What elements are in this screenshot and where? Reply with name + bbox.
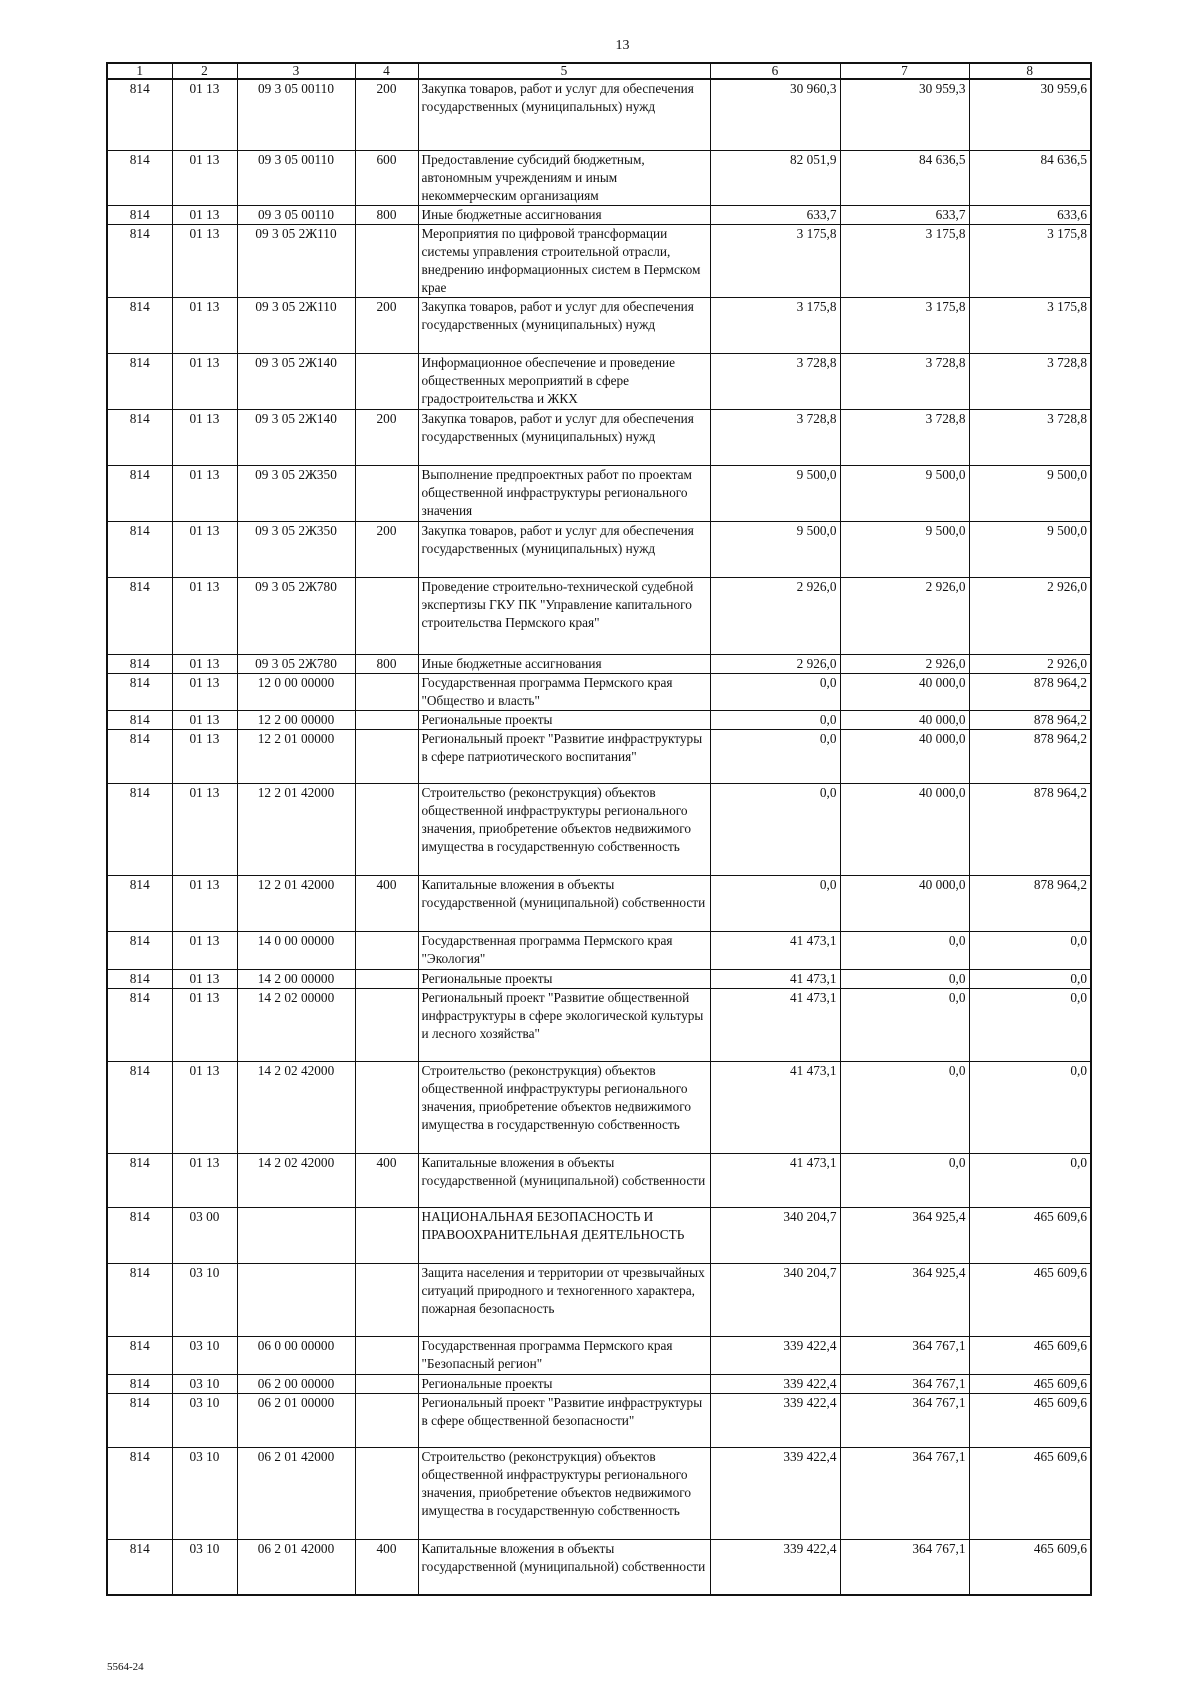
cell-description: Региональные проекты: [418, 969, 710, 988]
column-header: 6: [710, 63, 840, 79]
cell-target-article: 09 3 05 00110: [237, 150, 355, 205]
cell-amount-year-2: 633,7: [840, 205, 969, 224]
cell-amount-year-2: 40 000,0: [840, 729, 969, 783]
cell-section-code: 01 13: [172, 783, 237, 875]
cell-amount-year-2: 0,0: [840, 969, 969, 988]
cell-expense-type: [355, 465, 418, 521]
cell-expense-type: 400: [355, 1539, 418, 1595]
cell-expense-type: [355, 969, 418, 988]
cell-target-article: 14 2 02 42000: [237, 1061, 355, 1153]
cell-section-code: 01 13: [172, 875, 237, 931]
cell-amount-year-2: 364 925,4: [840, 1263, 969, 1336]
cell-target-article: 14 0 00 00000: [237, 931, 355, 969]
table-row: [107, 1153, 1091, 1207]
cell-amount-year-1: 3 175,8: [710, 297, 840, 353]
cell-section-code: 01 13: [172, 521, 237, 577]
cell-amount-year-3: 465 609,6: [969, 1539, 1091, 1595]
cell-amount-year-1: 3 728,8: [710, 353, 840, 409]
cell-admin-code: 814: [107, 1336, 172, 1374]
cell-target-article: 09 3 05 2Ж350: [237, 521, 355, 577]
table-row: [107, 654, 1091, 673]
cell-amount-year-2: 2 926,0: [840, 577, 969, 654]
cell-amount-year-3: 3 175,8: [969, 224, 1091, 297]
cell-admin-code: 814: [107, 1207, 172, 1263]
cell-section-code: 01 13: [172, 353, 237, 409]
cell-amount-year-3: 0,0: [969, 969, 1091, 988]
cell-expense-type: 200: [355, 409, 418, 465]
table-row: [107, 150, 1091, 205]
table-row: [107, 79, 1091, 150]
table-row: [107, 521, 1091, 577]
cell-admin-code: 814: [107, 710, 172, 729]
cell-amount-year-3: 30 959,6: [969, 79, 1091, 150]
cell-expense-type: 400: [355, 1153, 418, 1207]
table-row: [107, 205, 1091, 224]
cell-description: Защита населения и территории от чрезвычайных ситуаций природного и техногенного характера, пожарная безопасность: [418, 1263, 710, 1336]
cell-expense-type: [355, 1393, 418, 1447]
cell-amount-year-2: 40 000,0: [840, 710, 969, 729]
table-row: [107, 1539, 1091, 1595]
cell-admin-code: 814: [107, 224, 172, 297]
cell-admin-code: 814: [107, 521, 172, 577]
cell-description: Строительство (реконструкция) объектов общественной инфраструктуры регионального значения, приобретение объектов недвижимого имущества в государственную собственность: [418, 1447, 710, 1539]
cell-description: Закупка товаров, работ и услуг для обеспечения государственных (муниципальных) нужд: [418, 297, 710, 353]
table-header: [107, 63, 1091, 79]
cell-amount-year-1: 340 204,7: [710, 1263, 840, 1336]
cell-amount-year-2: 40 000,0: [840, 875, 969, 931]
cell-amount-year-2: 30 959,3: [840, 79, 969, 150]
cell-amount-year-2: 364 767,1: [840, 1374, 969, 1393]
cell-target-article: 09 3 05 00110: [237, 205, 355, 224]
cell-section-code: 01 13: [172, 673, 237, 710]
cell-amount-year-3: 0,0: [969, 931, 1091, 969]
cell-section-code: 01 13: [172, 729, 237, 783]
cell-section-code: 01 13: [172, 988, 237, 1061]
cell-expense-type: [355, 710, 418, 729]
cell-target-article: 14 2 02 42000: [237, 1153, 355, 1207]
column-header: 8: [969, 63, 1091, 79]
cell-expense-type: [355, 1061, 418, 1153]
cell-admin-code: 814: [107, 673, 172, 710]
table-row: [107, 1447, 1091, 1539]
cell-amount-year-3: 878 964,2: [969, 783, 1091, 875]
cell-admin-code: 814: [107, 1153, 172, 1207]
cell-target-article: 06 2 01 00000: [237, 1393, 355, 1447]
cell-description: Капитальные вложения в объекты государственной (муниципальной) собственности: [418, 1539, 710, 1595]
cell-section-code: 03 10: [172, 1374, 237, 1393]
cell-admin-code: 814: [107, 297, 172, 353]
cell-admin-code: 814: [107, 729, 172, 783]
cell-amount-year-3: 878 964,2: [969, 875, 1091, 931]
cell-section-code: 01 13: [172, 1153, 237, 1207]
cell-amount-year-3: 465 609,6: [969, 1263, 1091, 1336]
cell-amount-year-2: 364 767,1: [840, 1393, 969, 1447]
cell-expense-type: [355, 1374, 418, 1393]
budget-table: [106, 62, 1092, 1596]
cell-target-article: 09 3 05 2Ж110: [237, 297, 355, 353]
cell-description: Государственная программа Пермского края "Общество и власть": [418, 673, 710, 710]
cell-amount-year-2: 364 767,1: [840, 1336, 969, 1374]
table-row: [107, 931, 1091, 969]
cell-admin-code: 814: [107, 783, 172, 875]
cell-amount-year-1: 0,0: [710, 783, 840, 875]
table-row: [107, 783, 1091, 875]
cell-expense-type: [355, 783, 418, 875]
cell-amount-year-2: 2 926,0: [840, 654, 969, 673]
cell-target-article: 09 3 05 2Ж780: [237, 577, 355, 654]
cell-amount-year-2: 3 175,8: [840, 297, 969, 353]
cell-expense-type: [355, 224, 418, 297]
cell-section-code: 03 10: [172, 1393, 237, 1447]
cell-section-code: 01 13: [172, 969, 237, 988]
cell-expense-type: 400: [355, 875, 418, 931]
cell-amount-year-3: 9 500,0: [969, 521, 1091, 577]
table-row: [107, 409, 1091, 465]
cell-expense-type: [355, 673, 418, 710]
cell-admin-code: 814: [107, 353, 172, 409]
cell-amount-year-3: 878 964,2: [969, 729, 1091, 783]
cell-amount-year-2: 364 925,4: [840, 1207, 969, 1263]
cell-amount-year-1: 633,7: [710, 205, 840, 224]
cell-target-article: 09 3 05 2Ж140: [237, 353, 355, 409]
table-row: [107, 1207, 1091, 1263]
cell-target-article: 12 0 00 00000: [237, 673, 355, 710]
cell-amount-year-3: 84 636,5: [969, 150, 1091, 205]
cell-admin-code: 814: [107, 205, 172, 224]
cell-section-code: 01 13: [172, 409, 237, 465]
cell-admin-code: 814: [107, 654, 172, 673]
cell-description: Строительство (реконструкция) объектов общественной инфраструктуры регионального значения, приобретение объектов недвижимого имущества в государственную собственность: [418, 1061, 710, 1153]
cell-section-code: 01 13: [172, 931, 237, 969]
cell-amount-year-1: 339 422,4: [710, 1447, 840, 1539]
table-row: [107, 875, 1091, 931]
cell-amount-year-3: 465 609,6: [969, 1207, 1091, 1263]
header-row: [107, 63, 1091, 79]
column-header: 4: [355, 63, 418, 79]
cell-expense-type: [355, 1263, 418, 1336]
table-row: [107, 729, 1091, 783]
cell-amount-year-2: 3 728,8: [840, 409, 969, 465]
cell-amount-year-1: 9 500,0: [710, 521, 840, 577]
page-number: 13: [615, 38, 630, 53]
cell-amount-year-1: 9 500,0: [710, 465, 840, 521]
cell-description: Предоставление субсидий бюджетным, автономным учреждениям и иным некоммерческим организациям: [418, 150, 710, 205]
cell-amount-year-1: 339 422,4: [710, 1393, 840, 1447]
cell-amount-year-2: 9 500,0: [840, 465, 969, 521]
cell-amount-year-2: 364 767,1: [840, 1447, 969, 1539]
cell-amount-year-2: 40 000,0: [840, 783, 969, 875]
table-row: [107, 673, 1091, 710]
cell-amount-year-2: 84 636,5: [840, 150, 969, 205]
cell-expense-type: 600: [355, 150, 418, 205]
table-body: [107, 79, 1091, 1595]
cell-amount-year-1: 41 473,1: [710, 1061, 840, 1153]
table-row: [107, 1393, 1091, 1447]
cell-description: Закупка товаров, работ и услуг для обеспечения государственных (муниципальных) нужд: [418, 79, 710, 150]
cell-section-code: 01 13: [172, 150, 237, 205]
cell-target-article: 06 0 00 00000: [237, 1336, 355, 1374]
cell-description: Капитальные вложения в объекты государственной (муниципальной) собственности: [418, 875, 710, 931]
cell-target-article: 12 2 00 00000: [237, 710, 355, 729]
cell-amount-year-3: 0,0: [969, 1153, 1091, 1207]
cell-amount-year-2: 3 175,8: [840, 224, 969, 297]
cell-expense-type: 800: [355, 654, 418, 673]
cell-target-article: [237, 1207, 355, 1263]
cell-amount-year-1: 82 051,9: [710, 150, 840, 205]
cell-description: Закупка товаров, работ и услуг для обеспечения государственных (муниципальных) нужд: [418, 521, 710, 577]
cell-section-code: 01 13: [172, 1061, 237, 1153]
cell-expense-type: [355, 1207, 418, 1263]
table-row: [107, 710, 1091, 729]
table-row: [107, 969, 1091, 988]
cell-admin-code: 814: [107, 1447, 172, 1539]
cell-amount-year-1: 0,0: [710, 673, 840, 710]
cell-admin-code: 814: [107, 409, 172, 465]
cell-amount-year-1: 0,0: [710, 710, 840, 729]
column-header: 3: [237, 63, 355, 79]
cell-amount-year-3: 465 609,6: [969, 1336, 1091, 1374]
cell-expense-type: 200: [355, 297, 418, 353]
cell-admin-code: 814: [107, 577, 172, 654]
cell-section-code: 01 13: [172, 224, 237, 297]
cell-section-code: 03 00: [172, 1207, 237, 1263]
cell-amount-year-1: 2 926,0: [710, 654, 840, 673]
column-header: 5: [418, 63, 710, 79]
cell-target-article: 09 3 05 2Ж110: [237, 224, 355, 297]
cell-expense-type: [355, 577, 418, 654]
cell-expense-type: [355, 729, 418, 783]
cell-amount-year-1: 3 175,8: [710, 224, 840, 297]
cell-section-code: 01 13: [172, 654, 237, 673]
cell-description: Региональный проект "Развитие общественной инфраструктуры в сфере экологической культуры и лесного хозяйства": [418, 988, 710, 1061]
cell-target-article: [237, 1263, 355, 1336]
cell-description: Информационное обеспечение и проведение общественных мероприятий в сфере градостроительства и ЖКХ: [418, 353, 710, 409]
cell-description: Иные бюджетные ассигнования: [418, 205, 710, 224]
cell-amount-year-3: 3 175,8: [969, 297, 1091, 353]
cell-amount-year-1: 41 473,1: [710, 1153, 840, 1207]
cell-description: Государственная программа Пермского края "Экология": [418, 931, 710, 969]
table-row: [107, 297, 1091, 353]
cell-description: НАЦИОНАЛЬНАЯ БЕЗОПАСНОСТЬ И ПРАВООХРАНИТЕЛЬНАЯ ДЕЯТЕЛЬНОСТЬ: [418, 1207, 710, 1263]
cell-amount-year-3: 0,0: [969, 988, 1091, 1061]
cell-amount-year-2: 40 000,0: [840, 673, 969, 710]
cell-description: Региональный проект "Развитие инфраструктуры в сфере патриотического воспитания": [418, 729, 710, 783]
cell-description: Строительство (реконструкция) объектов общественной инфраструктуры регионального значения, приобретение объектов недвижимого имущества в государственную собственность: [418, 783, 710, 875]
table-row: [107, 353, 1091, 409]
cell-amount-year-2: 0,0: [840, 1153, 969, 1207]
cell-amount-year-1: 41 473,1: [710, 969, 840, 988]
cell-amount-year-3: 465 609,6: [969, 1393, 1091, 1447]
cell-section-code: 01 13: [172, 297, 237, 353]
cell-amount-year-2: 0,0: [840, 1061, 969, 1153]
table-row: [107, 1061, 1091, 1153]
cell-amount-year-2: 364 767,1: [840, 1539, 969, 1595]
cell-expense-type: [355, 931, 418, 969]
table-row: [107, 465, 1091, 521]
cell-amount-year-3: 9 500,0: [969, 465, 1091, 521]
cell-amount-year-3: 2 926,0: [969, 654, 1091, 673]
cell-amount-year-1: 3 728,8: [710, 409, 840, 465]
cell-admin-code: 814: [107, 1061, 172, 1153]
cell-amount-year-3: 465 609,6: [969, 1374, 1091, 1393]
cell-expense-type: [355, 1447, 418, 1539]
cell-amount-year-1: 0,0: [710, 729, 840, 783]
cell-description: Мероприятия по цифровой трансформации системы управления строительной отрасли, внедрению информационных систем в Пермском крае: [418, 224, 710, 297]
table-row: [107, 1263, 1091, 1336]
cell-description: Иные бюджетные ассигнования: [418, 654, 710, 673]
cell-amount-year-2: 3 728,8: [840, 353, 969, 409]
cell-admin-code: 814: [107, 150, 172, 205]
cell-target-article: 06 2 01 42000: [237, 1447, 355, 1539]
cell-amount-year-3: 633,6: [969, 205, 1091, 224]
cell-target-article: 14 2 02 00000: [237, 988, 355, 1061]
cell-amount-year-1: 2 926,0: [710, 577, 840, 654]
cell-expense-type: 800: [355, 205, 418, 224]
cell-admin-code: 814: [107, 969, 172, 988]
table-row: [107, 1374, 1091, 1393]
cell-expense-type: [355, 1336, 418, 1374]
cell-section-code: 03 10: [172, 1539, 237, 1595]
cell-admin-code: 814: [107, 988, 172, 1061]
cell-target-article: 09 3 05 2Ж350: [237, 465, 355, 521]
cell-amount-year-1: 339 422,4: [710, 1374, 840, 1393]
cell-admin-code: 814: [107, 1374, 172, 1393]
table-row: [107, 224, 1091, 297]
cell-description: Государственная программа Пермского края "Безопасный регион": [418, 1336, 710, 1374]
cell-expense-type: [355, 988, 418, 1061]
cell-target-article: 12 2 01 42000: [237, 875, 355, 931]
cell-target-article: 06 2 00 00000: [237, 1374, 355, 1393]
cell-section-code: 01 13: [172, 465, 237, 521]
cell-admin-code: 814: [107, 875, 172, 931]
cell-admin-code: 814: [107, 79, 172, 150]
cell-target-article: 14 2 00 00000: [237, 969, 355, 988]
cell-amount-year-2: 0,0: [840, 988, 969, 1061]
cell-admin-code: 814: [107, 1393, 172, 1447]
cell-amount-year-3: 3 728,8: [969, 353, 1091, 409]
cell-section-code: 03 10: [172, 1263, 237, 1336]
cell-expense-type: 200: [355, 79, 418, 150]
cell-section-code: 03 10: [172, 1336, 237, 1374]
cell-description: Выполнение предпроектных работ по проектам общественной инфраструктуры регионального значения: [418, 465, 710, 521]
column-header: 7: [840, 63, 969, 79]
cell-amount-year-2: 0,0: [840, 931, 969, 969]
table-row: [107, 577, 1091, 654]
cell-amount-year-1: 0,0: [710, 875, 840, 931]
cell-section-code: 01 13: [172, 205, 237, 224]
cell-description: Проведение строительно-технической судебной экспертизы ГКУ ПК "Управление капитального строительства Пермского края": [418, 577, 710, 654]
column-header: 2: [172, 63, 237, 79]
cell-description: Капитальные вложения в объекты государственной (муниципальной) собственности: [418, 1153, 710, 1207]
table-row: [107, 1336, 1091, 1374]
cell-amount-year-1: 41 473,1: [710, 988, 840, 1061]
cell-description: Региональный проект "Развитие инфраструктуры в сфере общественной безопасности": [418, 1393, 710, 1447]
cell-amount-year-3: 465 609,6: [969, 1447, 1091, 1539]
cell-admin-code: 814: [107, 931, 172, 969]
cell-amount-year-2: 9 500,0: [840, 521, 969, 577]
cell-admin-code: 814: [107, 1539, 172, 1595]
cell-description: Закупка товаров, работ и услуг для обеспечения государственных (муниципальных) нужд: [418, 409, 710, 465]
cell-amount-year-3: 2 926,0: [969, 577, 1091, 654]
cell-amount-year-1: 339 422,4: [710, 1336, 840, 1374]
cell-expense-type: [355, 353, 418, 409]
cell-amount-year-3: 3 728,8: [969, 409, 1091, 465]
cell-amount-year-1: 339 422,4: [710, 1539, 840, 1595]
table-row: [107, 988, 1091, 1061]
cell-amount-year-3: 0,0: [969, 1061, 1091, 1153]
cell-section-code: 01 13: [172, 710, 237, 729]
cell-target-article: 12 2 01 00000: [237, 729, 355, 783]
cell-amount-year-1: 30 960,3: [710, 79, 840, 150]
column-header: 1: [107, 63, 172, 79]
cell-target-article: 06 2 01 42000: [237, 1539, 355, 1595]
cell-description: Региональные проекты: [418, 1374, 710, 1393]
cell-amount-year-3: 878 964,2: [969, 710, 1091, 729]
cell-target-article: 09 3 05 2Ж140: [237, 409, 355, 465]
cell-target-article: 09 3 05 2Ж780: [237, 654, 355, 673]
cell-admin-code: 814: [107, 465, 172, 521]
cell-target-article: 12 2 01 42000: [237, 783, 355, 875]
cell-amount-year-1: 340 204,7: [710, 1207, 840, 1263]
cell-expense-type: 200: [355, 521, 418, 577]
cell-section-code: 03 10: [172, 1447, 237, 1539]
cell-section-code: 01 13: [172, 577, 237, 654]
document-code: 5564-24: [107, 1661, 144, 1673]
cell-admin-code: 814: [107, 1263, 172, 1336]
cell-description: Региональные проекты: [418, 710, 710, 729]
cell-amount-year-3: 878 964,2: [969, 673, 1091, 710]
cell-amount-year-1: 41 473,1: [710, 931, 840, 969]
cell-section-code: 01 13: [172, 79, 237, 150]
cell-target-article: 09 3 05 00110: [237, 79, 355, 150]
